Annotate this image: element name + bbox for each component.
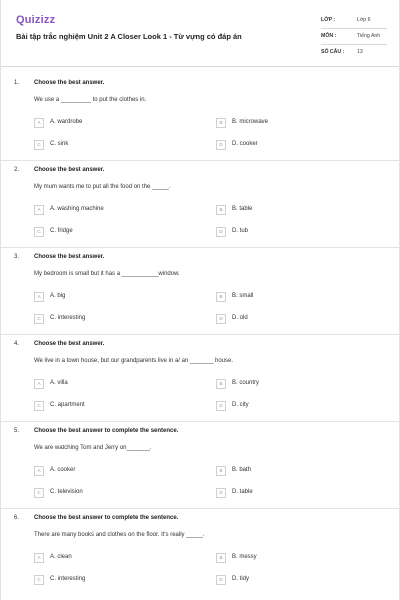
option-letter-box: B	[216, 553, 226, 563]
question-text: There are many books and clothes on the floor. It's really _____.	[34, 532, 205, 538]
meta-label-subject: MÔN :	[321, 33, 337, 39]
option-letter-box: B	[216, 466, 226, 476]
option-letter-box: C	[34, 314, 44, 324]
option-letter-box: D	[216, 227, 226, 237]
meta-label-class: LỚP :	[321, 17, 336, 23]
question-1	[1, 76, 400, 163]
question-number: 5.	[14, 428, 20, 434]
question-text: My bedroom is small but it has a ___________window.	[34, 271, 180, 277]
option-text: A. villa	[50, 380, 68, 386]
question-3	[1, 250, 400, 337]
option-text: A. big	[50, 293, 66, 299]
header-divider	[1, 66, 399, 67]
question-2	[1, 163, 400, 250]
option-text: B. small	[232, 293, 254, 299]
meta-table	[321, 13, 387, 60]
question-instruction: Choose the best answer to complete the sentence.	[34, 515, 179, 521]
option-text: B. country	[232, 380, 260, 386]
meta-row-subject	[321, 29, 387, 45]
question-divider	[1, 334, 400, 335]
option-letter-box: A	[34, 118, 44, 128]
option-letter-box: B	[216, 118, 226, 128]
option-letter-box: C	[34, 401, 44, 411]
option-text: D. tidy	[232, 576, 250, 582]
question-instruction: Choose the best answer.	[34, 167, 105, 173]
option-text: C. apartment	[50, 402, 85, 408]
question-6	[1, 511, 400, 598]
question-number: 3.	[14, 254, 20, 260]
option-text: C. interesting	[50, 576, 86, 582]
question-instruction: Choose the best answer.	[34, 254, 105, 260]
option-letter-box: D	[216, 140, 226, 150]
question-instruction: Choose the best answer.	[34, 341, 105, 347]
option-text: C. fridge	[50, 228, 73, 234]
question-number: 6.	[14, 515, 20, 521]
question-divider	[1, 421, 400, 422]
worksheet-header	[1, 0, 399, 64]
meta-row-count	[321, 45, 387, 60]
option-text: D. table	[232, 489, 253, 495]
option-text: B. bath	[232, 467, 252, 473]
option-letter-box: B	[216, 292, 226, 302]
option-letter-box: B	[216, 205, 226, 215]
option-text: B. table	[232, 206, 253, 212]
question-number: 4.	[14, 341, 20, 347]
question-text: We are watching Tom and Jerry on_______.	[34, 445, 152, 451]
option-text: D. old	[232, 315, 248, 321]
option-text: B. messy	[232, 554, 257, 560]
question-number: 2.	[14, 167, 20, 173]
option-letter-box: D	[216, 575, 226, 585]
meta-label-count: SỐ CÂU :	[321, 49, 345, 55]
question-instruction: Choose the best answer to complete the sentence.	[34, 428, 179, 434]
question-number: 1.	[14, 80, 20, 86]
option-text: A. washing machine	[50, 206, 104, 212]
question-text: We use a _________ to put the clothes in.	[34, 97, 147, 103]
option-letter-box: A	[34, 205, 44, 215]
question-text: My mum wants me to put all the food on the _____.	[34, 184, 171, 190]
option-text: C. sink	[50, 141, 69, 147]
option-letter-box: D	[216, 314, 226, 324]
option-text: A. clean	[50, 554, 72, 560]
question-list	[1, 76, 400, 598]
option-letter-box: A	[34, 292, 44, 302]
meta-value-class: Lớp 6	[357, 17, 371, 23]
question-divider	[1, 247, 400, 248]
meta-value-subject: Tiếng Anh	[357, 33, 381, 39]
option-letter-box: C	[34, 227, 44, 237]
option-letter-box: A	[34, 466, 44, 476]
question-divider	[1, 508, 400, 509]
option-letter-box: D	[216, 401, 226, 411]
option-letter-box: D	[216, 488, 226, 498]
option-text: C. television	[50, 489, 83, 495]
option-letter-box: C	[34, 140, 44, 150]
option-text: A. wardrobe	[50, 119, 83, 125]
option-text: B. microwave	[232, 119, 269, 125]
question-5	[1, 424, 400, 511]
meta-value-count: 13	[357, 49, 363, 55]
meta-row-class	[321, 13, 387, 29]
option-letter-box: C	[34, 575, 44, 585]
option-text: D. cooker	[232, 141, 258, 147]
quizizz-logo[interactable]: Quizizz	[16, 14, 56, 26]
option-letter-box: A	[34, 379, 44, 389]
option-text: C. interesting	[50, 315, 86, 321]
option-text: D. tub	[232, 228, 249, 234]
question-4	[1, 337, 400, 424]
question-text: We live in a town house, but our grandparents live in a/ an _______ house.	[34, 358, 234, 364]
option-text: A. cooker	[50, 467, 76, 473]
option-text: D. city	[232, 402, 249, 408]
option-letter-box: C	[34, 488, 44, 498]
page-title: Bài tập trắc nghiệm Unit 2 A Closer Look 1 - Từ vựng có đáp án	[16, 32, 242, 41]
question-divider	[1, 160, 400, 161]
option-letter-box: B	[216, 379, 226, 389]
option-letter-box: A	[34, 553, 44, 563]
question-instruction: Choose the best answer.	[34, 80, 105, 86]
